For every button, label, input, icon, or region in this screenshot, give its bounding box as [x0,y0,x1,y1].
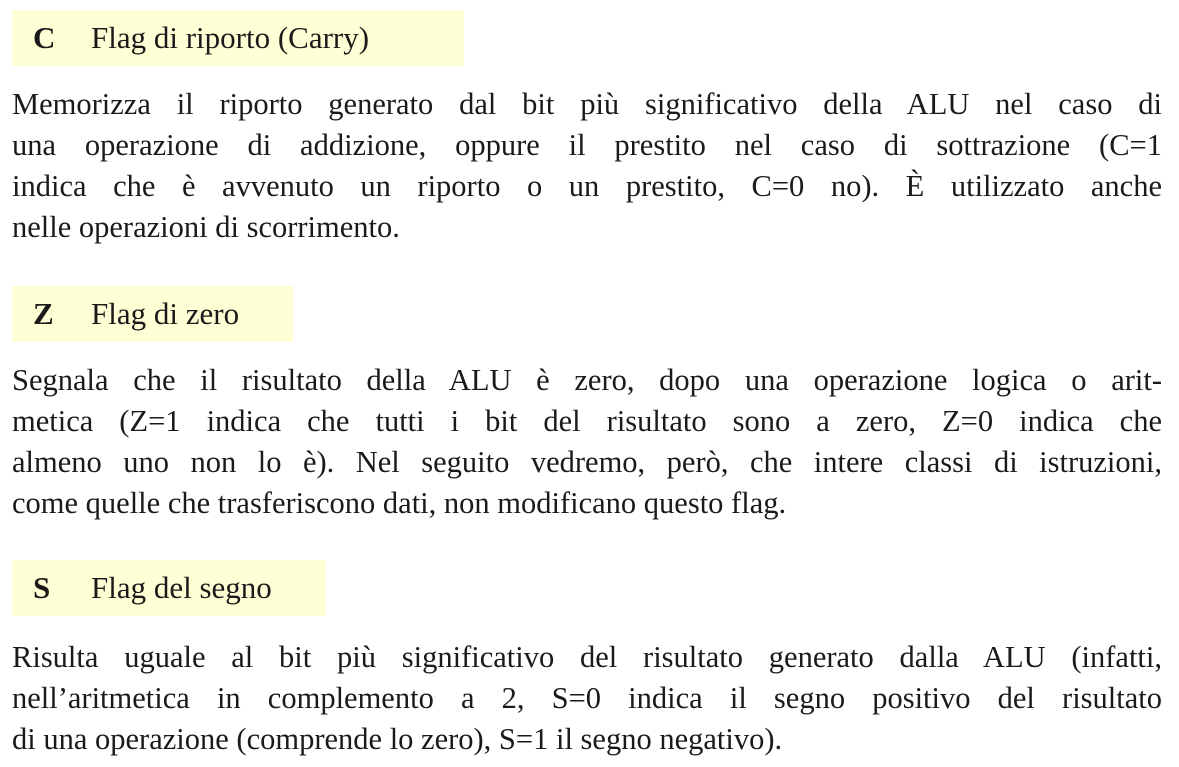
paragraph-line: Segnala che il risultato della ALU è zero, dopo una operazione logica o arit- [12,363,1162,397]
flag-letter-c: C [33,20,56,55]
paragraph-line: una operazione di addizione, oppure il prestito nel caso di sottrazione (C=1 [12,128,1162,162]
paragraph-line: indica che è avvenuto un riporto o un prestito, C=0 no). È utilizzato anche [12,169,1162,203]
paragraph-line: Risulta uguale al bit più significativo del risultato generato dalla ALU (infatti, [12,640,1162,674]
flag-title-sign: Flag del segno [91,570,272,605]
paragraph-line: nell’aritmetica in complemento a 2, S=0 indica il segno positivo del risultato [12,681,1162,715]
flag-letter-s: S [33,570,51,605]
paragraph-sign [12,637,1162,760]
flag-title-zero: Flag di zero [91,296,240,331]
section-heading-carry [12,10,464,66]
paragraph-line: nelle operazioni di scorrimento. [12,210,400,244]
paragraph-line: Memorizza il riporto generato dal bit più significativo della ALU nel caso di [12,87,1162,121]
paragraph-line: come quelle che trasferiscono dati, non modificano questo flag. [12,486,787,520]
section-heading-zero [12,286,293,342]
paragraph-line: metica (Z=1 indica che tutti i bit del risultato sono a zero, Z=0 indica che [12,404,1162,438]
paragraph-zero [12,360,1162,524]
section-heading-sign [12,560,326,616]
paragraph-line: almeno uno non lo è). Nel seguito vedremo, però, che intere classi di istruzioni, [12,445,1162,479]
flag-letter-z: Z [33,296,54,331]
paragraph-line: di una operazione (comprende lo zero), S=1 il segno negativo). [12,722,783,756]
flag-title-carry: Flag di riporto (Carry) [91,20,370,55]
paragraph-carry [12,84,1162,248]
